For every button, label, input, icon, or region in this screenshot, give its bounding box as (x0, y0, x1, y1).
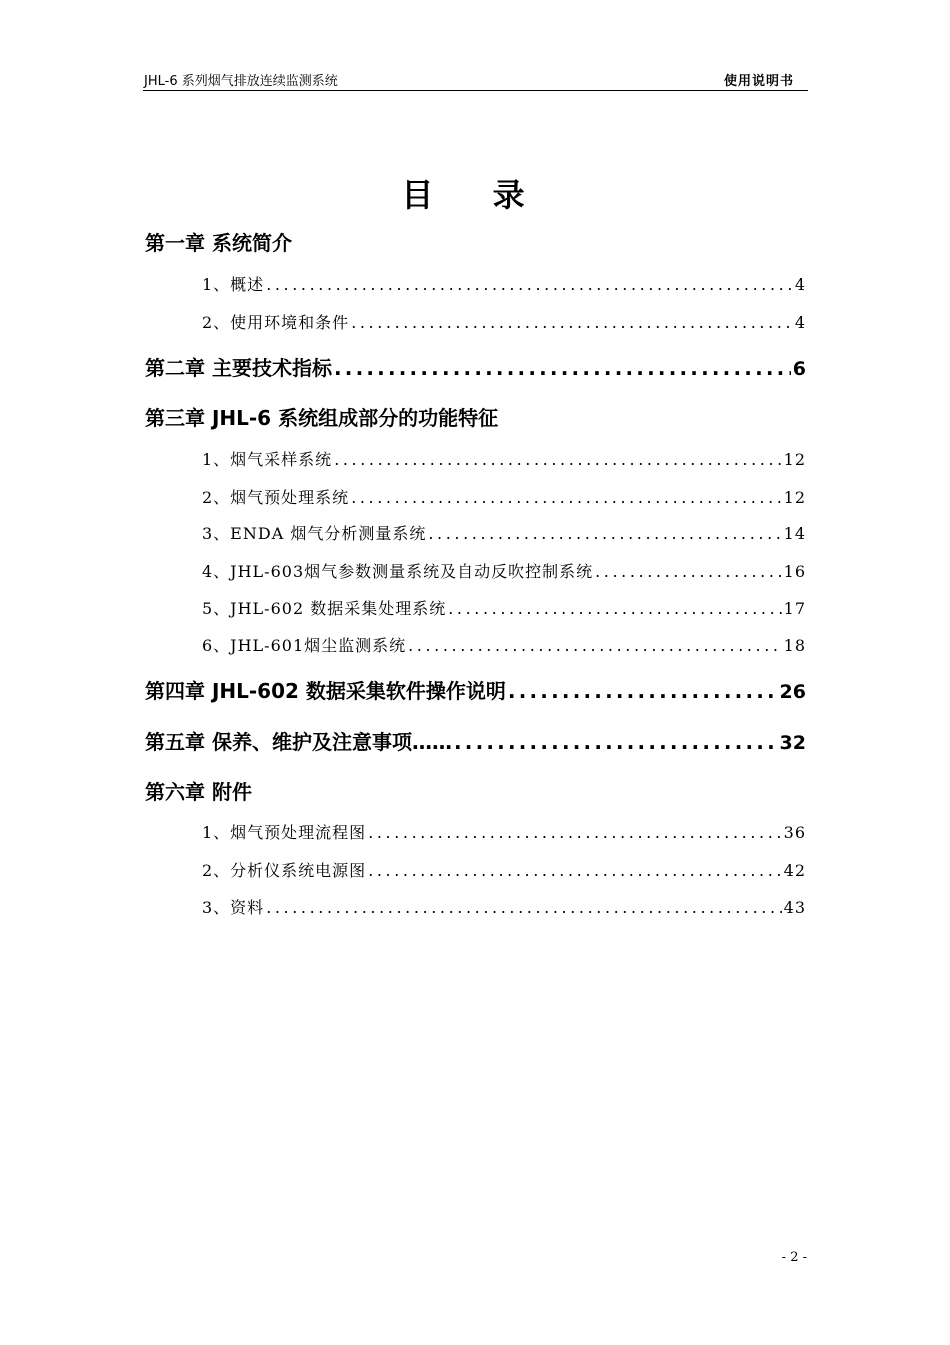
toc-chapter-6[interactable] (145, 776, 806, 805)
header-manual-label: 使用说明书 (723, 74, 794, 89)
toc-section-3-1[interactable] (202, 447, 806, 470)
toc-page-number: 42 (783, 861, 806, 880)
toc-chapter-label: 第五章 保养、维护及注意事项…… (145, 730, 452, 754)
toc-section-1-2[interactable] (202, 310, 806, 333)
dot-leader (334, 450, 781, 469)
dot-leader (351, 488, 781, 507)
toc-section-label: 1、烟气预处理流程图 (202, 823, 367, 842)
toc-section-3-4[interactable] (202, 559, 806, 582)
toc-section-label: 1、烟气采样系统 (202, 450, 333, 469)
dot-leader (454, 730, 778, 754)
toc-page-number: 12 (783, 450, 806, 469)
dot-leader (508, 679, 778, 703)
toc-section-6-3[interactable] (202, 895, 806, 918)
toc-section-3-3[interactable] (202, 521, 806, 544)
toc-section-6-2[interactable] (202, 858, 806, 881)
toc-page-number: 18 (783, 636, 806, 655)
toc-page-number: 4 (794, 313, 806, 332)
toc-page-number: 14 (783, 524, 806, 543)
toc-chapter-label: 第六章 附件 (145, 780, 252, 804)
dot-leader (408, 636, 782, 655)
toc-chapter-label: 第四章 JHL-602 数据采集软件操作说明 (145, 679, 506, 703)
toc-section-3-5[interactable] (202, 596, 806, 619)
toc-section-3-6[interactable] (202, 633, 806, 656)
toc-page-number: 16 (783, 562, 806, 581)
dot-leader (334, 356, 791, 380)
footer-page-number: - 2 - (781, 1250, 807, 1265)
dot-leader (448, 599, 781, 618)
toc-title: 目 录 (401, 176, 549, 214)
toc-chapter-1[interactable] (145, 227, 806, 256)
toc-section-6-1[interactable] (202, 820, 806, 843)
dot-leader (428, 524, 781, 543)
toc-page-number: 12 (783, 488, 806, 507)
toc-section-label: 2、使用环境和条件 (202, 313, 350, 332)
toc-chapter-5[interactable] (145, 726, 806, 755)
toc-section-label: 3、资料 (202, 898, 265, 917)
page-header (143, 68, 808, 91)
toc-page-number: 32 (779, 732, 806, 754)
toc-chapter-label: 第三章 JHL-6 系统组成部分的功能特征 (145, 406, 499, 430)
toc-chapter-2[interactable] (145, 352, 806, 381)
dot-leader (266, 898, 781, 917)
toc-section-label: 4、JHL-603烟气参数测量系统及自动反吹控制系统 (202, 562, 594, 581)
toc-section-3-2[interactable] (202, 485, 806, 508)
dot-leader (368, 861, 781, 880)
toc-section-label: 5、JHL-602 数据采集处理系统 (202, 599, 447, 618)
toc-page-number: 6 (792, 358, 806, 380)
toc-page-number: 26 (779, 681, 806, 703)
toc-section-label: 6、JHL-601烟尘监测系统 (202, 636, 407, 655)
toc-section-label: 1、概述 (202, 275, 265, 294)
toc-section-label: 3、ENDA 烟气分析测量系统 (202, 524, 427, 543)
header-document-title: JHL-6 系列烟气排放连续监测系统 (144, 74, 338, 89)
toc-page-number: 4 (794, 275, 806, 294)
toc-chapter-4[interactable] (145, 675, 806, 704)
toc-section-label: 2、烟气预处理系统 (202, 488, 350, 507)
dot-leader (595, 562, 782, 581)
dot-leader (351, 313, 793, 332)
dot-leader (368, 823, 781, 842)
toc-section-label: 2、分析仪系统电源图 (202, 861, 367, 880)
dot-leader (266, 275, 793, 294)
toc-chapter-label: 第二章 主要技术指标 (145, 356, 332, 380)
toc-section-1-1[interactable] (202, 272, 806, 295)
toc-chapter-3[interactable] (145, 402, 806, 431)
toc-page-number: 43 (783, 898, 806, 917)
toc-chapter-label: 第一章 系统简介 (145, 231, 292, 255)
toc-page-number: 17 (783, 599, 806, 618)
toc-page-number: 36 (783, 823, 806, 842)
